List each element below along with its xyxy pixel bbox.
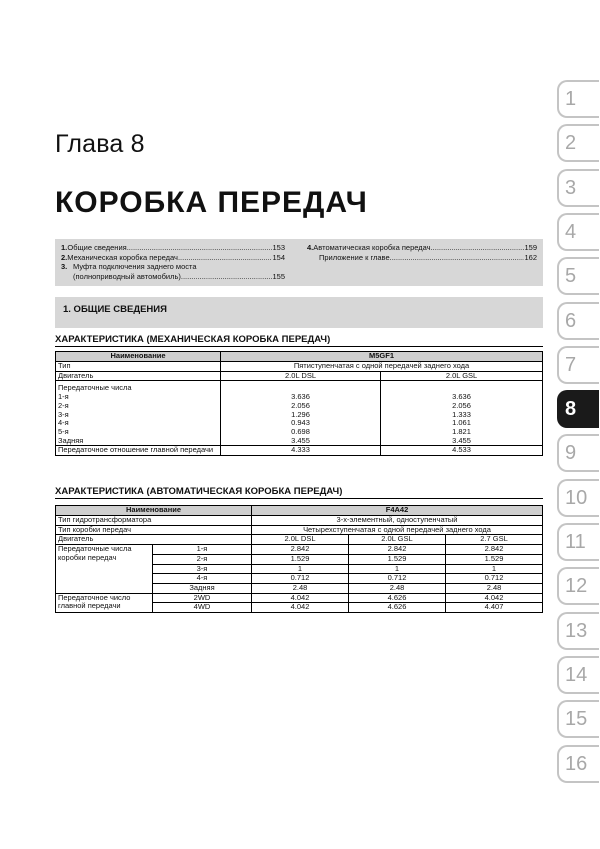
chapter-tab-13[interactable] (557, 612, 599, 650)
engine-column-3: 2.7 GSL (446, 535, 543, 545)
chapter-tab-label: 1 (565, 88, 577, 110)
table-header-row (56, 352, 543, 362)
engine-column-1: 2.0L DSL (252, 535, 349, 545)
contents-column-right (307, 243, 537, 262)
chapter-tab-14[interactable] (557, 656, 599, 694)
contents-item-page: 155 (272, 271, 285, 281)
final-ratio: 4.626 (349, 593, 446, 603)
ratio-value: 3.636 (291, 392, 310, 402)
contents-column-left (61, 243, 285, 281)
automatic-table-title: ХАРАКТЕРИСТИКА (АВТОМАТИЧЕСКАЯ КОРОБКА ПЕРЕДАЧ) (55, 486, 343, 497)
ratio-value: 3.636 (452, 392, 471, 402)
contents-item-title: Муфта подключения заднего моста (73, 262, 197, 271)
ratio-value: 0.712 (446, 574, 543, 584)
contents-item-title: Общие сведения (67, 243, 127, 252)
section-header (55, 297, 543, 328)
gear-label: 5-я (58, 426, 69, 436)
chapter-tab-label: 13 (565, 619, 588, 642)
chapter-tab-label: 10 (565, 486, 588, 509)
gear-label: 4-я (153, 574, 252, 584)
contents-item[interactable] (61, 253, 285, 263)
final-ratio: 4.042 (252, 593, 349, 603)
contents-item-title: (полноприводный автомобиль) (73, 271, 181, 281)
ratio-value: 3.455 (291, 435, 310, 445)
contents-item-page: 153 (272, 243, 285, 252)
chapter-tab-label: 9 (565, 442, 577, 465)
chapter-tab-3[interactable] (557, 169, 599, 207)
table-row (56, 381, 543, 446)
chapter-tab-9[interactable] (557, 434, 599, 472)
ratio-value: 1.061 (452, 418, 471, 428)
row-label: Тип (56, 362, 221, 372)
ratios-column-2 (381, 381, 543, 446)
gear-label: Задняя (58, 435, 84, 445)
dot-leader (178, 253, 273, 263)
chapter-tab-label: 11 (565, 531, 586, 553)
contents-item[interactable] (307, 243, 537, 253)
section-title: 1. ОБЩИЕ СВЕДЕНИЯ (63, 304, 167, 315)
ratio-value: 1.296 (291, 409, 310, 419)
chapter-tab-15[interactable] (557, 700, 599, 738)
row-label: Двигатель (56, 371, 221, 381)
table-row (56, 545, 543, 555)
chapter-tab-label: 5 (565, 265, 577, 288)
gear-label: Задняя (153, 583, 252, 593)
contents-item-number: 1. (61, 243, 68, 252)
gear-label: 4-я (58, 418, 69, 428)
chapter-tab-label: 2 (565, 132, 577, 155)
ratio-value: 1 (349, 564, 446, 574)
header-name: Наименование (56, 352, 221, 362)
row-label: Двигатель (56, 535, 252, 545)
ratio-value: 0.712 (252, 574, 349, 584)
header-model: F4A42 (252, 506, 543, 516)
manual-spec-table (55, 351, 543, 456)
table-row (56, 516, 543, 526)
ratio-value: 3.455 (452, 435, 471, 445)
final-ratio: 4.042 (252, 603, 349, 613)
ratio-value: 0.712 (349, 574, 446, 584)
contents-item-page: 162 (524, 252, 537, 262)
chapter-tab-label: 16 (565, 752, 588, 775)
table-header-row (56, 506, 543, 516)
chapter-tab-11[interactable] (557, 523, 599, 561)
gear-label: 3-я (153, 564, 252, 574)
row-label: Передаточное число главной передачи (56, 593, 153, 612)
ratio-value: 2.056 (452, 400, 471, 410)
gear-label: 1-я (58, 392, 69, 402)
contents-item-number: 3. (61, 262, 68, 271)
chapter-tab-label: 8 (565, 398, 577, 421)
chapter-tab-12[interactable] (557, 567, 599, 605)
ratio-value: 0.698 (291, 426, 310, 436)
chapter-tab-2[interactable] (557, 124, 599, 162)
manual-table-title: ХАРАКТЕРИСТИКА (МЕХАНИЧЕСКАЯ КОРОБКА ПЕРЕДАЧ) (55, 334, 331, 345)
contents-item-number: 2. (61, 252, 68, 262)
automatic-spec-table (55, 505, 543, 613)
drive-label: 2WD (153, 593, 252, 603)
chapter-tab-label: 14 (565, 663, 588, 686)
contents-item-number: 4. (307, 243, 314, 252)
ratio-value: 1.529 (446, 554, 543, 564)
gear-label: 2-я (58, 400, 69, 410)
ratio-value: 1 (252, 564, 349, 574)
table-row (56, 446, 543, 456)
ratios-label-cell (56, 381, 221, 446)
drive-label: 4WD (153, 603, 252, 613)
chapter-tab-6[interactable] (557, 302, 599, 340)
ratio-value: 1.529 (349, 554, 446, 564)
ratio-value: 2.056 (291, 400, 310, 410)
chapter-title: КОРОБКА ПЕРЕДАЧ (55, 186, 368, 219)
gear-label: 3-я (58, 409, 69, 419)
ratio-value: 1.821 (452, 426, 471, 436)
contents-item[interactable] (61, 243, 285, 253)
engine-column-2: 2.0L GSL (381, 371, 543, 381)
contents-item-title: Механическая коробка передач (67, 252, 178, 262)
dot-leader (431, 243, 525, 253)
ratio-value: 2.48 (446, 583, 543, 593)
contents-item[interactable] (307, 253, 537, 263)
final-ratio-1: 4.333 (221, 446, 381, 456)
contents-item-continuation[interactable] (61, 272, 285, 282)
row-label: Передаточные числа коробки передач (56, 545, 153, 594)
ratio-value: 1 (446, 564, 543, 574)
chapter-tab-8[interactable] (557, 390, 599, 428)
chapter-tab-label: 6 (565, 309, 577, 332)
final-ratio-2: 4.533 (381, 446, 543, 456)
chapter-tab-label: 3 (565, 176, 577, 199)
chapter-tab-16[interactable] (557, 745, 599, 783)
final-ratio: 4.407 (446, 603, 543, 613)
ratio-value: 2.842 (252, 545, 349, 555)
ratio-value: 2.48 (252, 583, 349, 593)
ratio-value: 2.842 (446, 545, 543, 555)
ratio-value: 2.842 (349, 545, 446, 555)
chapter-label: Глава 8 (55, 130, 145, 158)
chapter-contents (55, 239, 543, 286)
contents-item-page: 154 (272, 252, 285, 262)
dot-leader (181, 272, 273, 282)
header-name: Наименование (56, 506, 252, 516)
converter-value: 3-х-элементный, одноступенчатый (252, 516, 543, 526)
contents-item[interactable] (61, 262, 285, 272)
chapter-tab-label: 12 (565, 575, 588, 598)
ratio-value: 0.943 (291, 418, 310, 428)
row-label: Тип гидротрансформатора (56, 516, 252, 526)
title-underline (55, 498, 543, 499)
row-label: Передаточное отношение главной передачи (56, 446, 221, 456)
ratios-column-1 (221, 381, 381, 446)
chapter-tab-label: 15 (565, 708, 588, 731)
gearbox-value: Четырехступенчатая с одной передачей заднего хода (252, 525, 543, 535)
chapter-tab-10[interactable] (557, 479, 599, 517)
ratio-value: 1.333 (452, 409, 471, 419)
gear-label: 1-я (153, 545, 252, 555)
final-ratio: 4.626 (349, 603, 446, 613)
dot-leader (127, 243, 273, 253)
chapter-tab-4[interactable] (557, 213, 599, 251)
row-label: Тип коробки передач (56, 525, 252, 535)
ratio-value: 1.529 (252, 554, 349, 564)
chapter-tab-7[interactable] (557, 346, 599, 384)
contents-item-title: Автоматическая коробка передач (313, 243, 431, 252)
header-model: M5GF1 (221, 352, 543, 362)
contents-item-title: Приложение к главе (319, 252, 390, 262)
chapter-tab-label: 4 (565, 220, 577, 243)
table-row (56, 362, 543, 372)
table-row (56, 371, 543, 381)
title-underline (55, 346, 543, 347)
gear-label: 2-я (153, 554, 252, 564)
row-label: Передаточные числа (58, 383, 132, 393)
dot-leader (390, 253, 525, 263)
chapter-tab-5[interactable] (557, 257, 599, 295)
engine-column-1: 2.0L DSL (221, 371, 381, 381)
engine-column-2: 2.0L GSL (349, 535, 446, 545)
ratio-value: 2.48 (349, 583, 446, 593)
chapter-tab-1[interactable] (557, 80, 599, 118)
contents-item-page: 159 (524, 243, 537, 252)
final-ratio: 4.042 (446, 593, 543, 603)
chapter-tab-label: 7 (565, 353, 577, 376)
type-value: Пятиступенчатая с одной передачей заднего хода (221, 362, 543, 372)
